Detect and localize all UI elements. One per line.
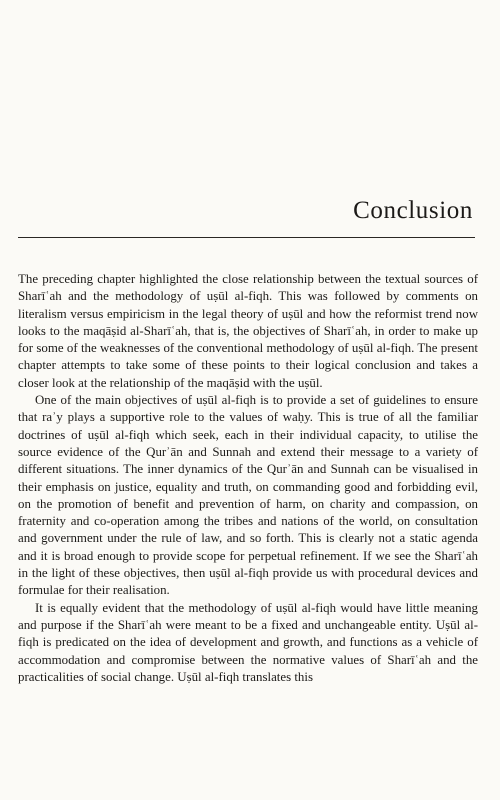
paragraph-1: The preceding chapter highlighted the close relationship between the textual sources of Sharīʿah and the methodology of uṣūl al-fiqh. This was followed by comments on literalism versus empiricism in the legal theory of uṣūl and how the reformist trend now looks to the maqāṣid al-Sharīʿah, that is, the objectives of Sharīʿah, in order to make up for some of the weaknesses of the conventional methodology of uṣūl al-fiqh. The present chapter attempts to take some of these points to their logical conclusion and takes a closer look at the relationship of the maqāṣid with the uṣūl. — [18, 272, 478, 390]
body-text — [18, 271, 478, 686]
paragraph-3: It is equally evident that the methodology of uṣūl al-fiqh would have little meaning and purpose if the Sharīʿah were meant to be a fixed and unchangeable entity. Uṣūl al-fiqh is predicated on the idea of development and growth, and functions as a vehicle of accommodation and compromise between the normative values of Sharīʿah and the practicalities of social change. Uṣūl al-fiqh translates this — [18, 600, 478, 684]
chapter-title: Conclusion — [353, 197, 473, 224]
paragraph-2: One of the main objectives of uṣūl al-fiqh is to provide a set of guidelines to ensure that raʾy plays a supportive role to the values of waḥy. This is true of all the familiar doctrines of uṣūl al-fiqh which seek, each in their individual capacity, to utilise the source evidence of the Qurʾān and Sunnah and extend their message to a variety of different situations. The inner dynamics of the Qurʾān and Sunnah can be visualised in their emphasis on justice, equality and truth, on commanding good and forbidding evil, on the promotion of benefit and prevention of harm, on charity and compassion, on fraternity and co-operation among the tribes and nations of the world, on consultation and government under the rule of law, and so forth. This is clearly not a static agenda and it is broad enough to provide scope for perpetual refinement. If we see the Sharīʿah in the light of these objectives, then uṣūl al-fiqh provide us with procedural devices and formulae for their realisation. — [18, 393, 478, 598]
title-rule — [18, 237, 475, 238]
